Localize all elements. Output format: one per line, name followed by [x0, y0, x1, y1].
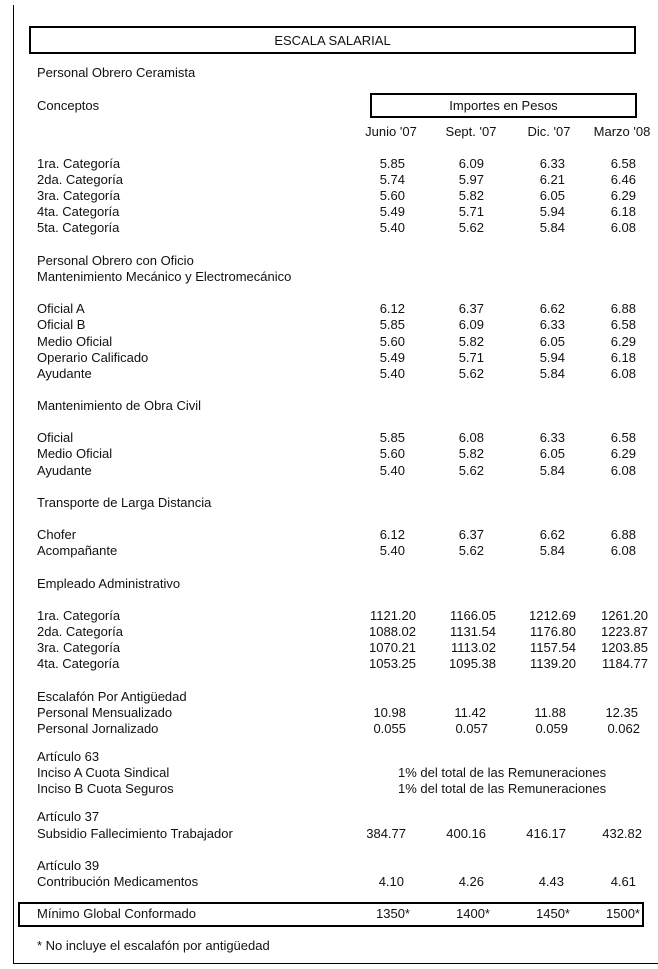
minimum-value: 1450*: [536, 906, 570, 921]
period-header: Sept. '07: [445, 124, 497, 139]
row-value: 6.46: [610, 172, 636, 187]
row-value: 4.26: [458, 874, 484, 889]
row-value: 6.37: [458, 527, 484, 542]
footnote: * No incluye el escalafón por antigüedad: [37, 938, 270, 953]
row-value: 4.61: [610, 874, 636, 889]
row-value: 6.62: [539, 301, 565, 316]
title-box: [29, 26, 636, 54]
row-value: 4.43: [538, 874, 564, 889]
row-label: Oficial B: [37, 317, 86, 332]
row-value: 12.35: [605, 705, 638, 720]
row-value: 1139.20: [529, 656, 576, 671]
row-value: 11.42: [454, 705, 486, 720]
row-value: 1184.77: [601, 656, 648, 671]
row-value: 6.58: [610, 156, 636, 171]
row-value: 5.62: [458, 366, 484, 381]
row-value: 5.60: [379, 188, 405, 203]
row-value: 1157.54: [529, 640, 576, 655]
row-value: 5.97: [458, 172, 484, 187]
row-label: 4ta. Categoría: [37, 204, 120, 219]
row-value: 1261.20: [601, 608, 648, 623]
row-value: 5.60: [379, 334, 405, 349]
section-heading: Mantenimiento de Obra Civil: [37, 398, 202, 413]
document-title: ESCALA SALARIAL: [274, 33, 391, 48]
row-label: Oficial: [37, 430, 74, 445]
row-value: 1176.80: [529, 624, 576, 639]
row-value: 0.059: [535, 721, 568, 736]
minimum-value: 1500*: [606, 906, 640, 921]
row-value: 0.055: [373, 721, 406, 736]
row-value: 1121.20: [369, 608, 416, 623]
row-value: 5.49: [379, 350, 405, 365]
minimum-value: 1350*: [376, 906, 410, 921]
row-label: 1ra. Categoría: [37, 608, 121, 623]
row-value: 5.40: [379, 463, 405, 478]
row-value: 6.18: [610, 350, 636, 365]
period-header: Junio '07: [365, 124, 417, 139]
row-label: Acompañante: [37, 543, 118, 558]
row-value: 5.60: [379, 446, 405, 461]
row-note: 1% del total de las Remuneraciones: [398, 765, 607, 780]
section-heading: Personal Obrero Ceramista: [37, 65, 196, 80]
row-value: 1212.69: [529, 608, 576, 623]
row-value: 384.77: [366, 826, 406, 841]
row-value: 1095.38: [449, 656, 496, 671]
row-label: Inciso B Cuota Seguros: [37, 781, 174, 796]
amounts-header-box: [370, 93, 637, 118]
row-value: 4.10: [378, 874, 404, 889]
row-label: Personal Mensualizado: [37, 705, 173, 720]
row-value: 6.37: [458, 301, 484, 316]
row-value: 5.84: [539, 366, 565, 381]
row-value: 5.84: [539, 543, 565, 558]
row-value: 1203.85: [601, 640, 648, 655]
row-value: 5.94: [539, 350, 565, 365]
row-label: Ayudante: [37, 366, 92, 381]
row-value: 6.88: [610, 301, 636, 316]
row-value: 6.08: [458, 430, 484, 445]
row-value: 5.49: [379, 204, 405, 219]
row-value: 5.85: [379, 156, 405, 171]
row-label: Chofer: [37, 527, 77, 542]
row-value: 6.33: [539, 317, 565, 332]
row-value: 6.05: [539, 188, 565, 203]
concepts-label: Conceptos: [37, 98, 100, 113]
row-value: 6.18: [610, 204, 636, 219]
row-label: 4ta. Categoría: [37, 656, 120, 671]
row-label: Oficial A: [37, 301, 85, 316]
minimum-label: Mínimo Global Conformado: [37, 906, 196, 921]
row-value: 6.29: [610, 334, 636, 349]
row-value: 5.74: [379, 172, 405, 187]
row-value: 6.58: [610, 317, 636, 332]
row-value: 6.88: [610, 527, 636, 542]
section-heading: Empleado Administrativo: [37, 576, 181, 591]
row-value: 1131.54: [449, 624, 496, 639]
row-value: 5.62: [458, 463, 484, 478]
row-value: 0.062: [607, 721, 640, 736]
row-value: 1070.21: [369, 640, 416, 655]
period-header: Marzo '08: [593, 124, 651, 139]
section-heading: Artículo 63: [37, 749, 100, 764]
row-value: 5.40: [379, 366, 405, 381]
row-label: 2da. Categoría: [37, 172, 124, 187]
period-header: Dic. '07: [527, 124, 571, 139]
row-label: Inciso A Cuota Sindical: [37, 765, 170, 780]
row-value: 0.057: [455, 721, 488, 736]
row-label: Operario Calificado: [37, 350, 149, 365]
row-note: 1% del total de las Remuneraciones: [398, 781, 607, 796]
row-value: 6.08: [610, 220, 636, 235]
amounts-header: Importes en Pesos: [449, 98, 558, 113]
row-label: Subsidio Fallecimiento Trabajador: [37, 826, 233, 841]
row-value: 6.12: [379, 301, 405, 316]
row-label: Personal Jornalizado: [37, 721, 159, 736]
row-value: 6.05: [539, 334, 565, 349]
row-value: 6.33: [539, 430, 565, 445]
section-heading: Mantenimiento Mecánico y Electromecánico: [37, 269, 292, 284]
row-value: 5.84: [539, 220, 565, 235]
row-value: 432.82: [602, 826, 642, 841]
row-value: 5.82: [458, 334, 484, 349]
row-label: Ayudante: [37, 463, 92, 478]
row-label: 2da. Categoría: [37, 624, 124, 639]
row-value: 400.16: [446, 826, 486, 841]
section-heading: Artículo 37: [37, 809, 100, 824]
row-value: 416.17: [526, 826, 566, 841]
row-value: 1053.25: [369, 656, 416, 671]
row-value: 6.05: [539, 446, 565, 461]
row-value: 5.62: [458, 543, 484, 558]
row-label: 1ra. Categoría: [37, 156, 121, 171]
row-label: Medio Oficial: [37, 446, 113, 461]
row-value: 5.71: [458, 204, 484, 219]
row-value: 6.29: [610, 188, 636, 203]
row-value: 1088.02: [369, 624, 416, 639]
row-label: Contribución Medicamentos: [37, 874, 199, 889]
row-value: 6.21: [539, 172, 565, 187]
section-heading: Artículo 39: [37, 858, 100, 873]
row-label: 5ta. Categoría: [37, 220, 120, 235]
row-value: 5.85: [379, 317, 405, 332]
row-value: 6.08: [610, 543, 636, 558]
row-value: 6.08: [610, 463, 636, 478]
row-value: 5.40: [379, 543, 405, 558]
row-value: 11.88: [534, 705, 566, 720]
row-value: 5.62: [458, 220, 484, 235]
row-value: 1223.87: [601, 624, 648, 639]
row-value: 6.62: [539, 527, 565, 542]
row-value: 6.58: [610, 430, 636, 445]
row-value: 1166.05: [449, 608, 496, 623]
row-value: 6.33: [539, 156, 565, 171]
row-value: 5.40: [379, 220, 405, 235]
row-value: 6.29: [610, 446, 636, 461]
section-heading: Escalafón Por Antigüedad: [37, 689, 187, 704]
row-value: 6.09: [458, 317, 484, 332]
row-value: 6.08: [610, 366, 636, 381]
row-value: 5.94: [539, 204, 565, 219]
row-value: 5.85: [379, 430, 405, 445]
row-value: 5.82: [458, 446, 484, 461]
row-label: 3ra. Categoría: [37, 188, 121, 203]
row-value: 10.98: [373, 705, 406, 720]
row-value: 6.09: [458, 156, 484, 171]
row-value: 6.12: [379, 527, 405, 542]
row-label: Medio Oficial: [37, 334, 113, 349]
row-label: 3ra. Categoría: [37, 640, 121, 655]
row-value: 5.71: [458, 350, 484, 365]
row-value: 1113.02: [450, 640, 496, 655]
section-heading: Transporte de Larga Distancia: [37, 495, 212, 510]
row-value: 5.84: [539, 463, 565, 478]
minimum-value: 1400*: [456, 906, 490, 921]
row-value: 5.82: [458, 188, 484, 203]
section-heading: Personal Obrero con Oficio: [37, 253, 194, 268]
page-frame: [13, 5, 658, 964]
